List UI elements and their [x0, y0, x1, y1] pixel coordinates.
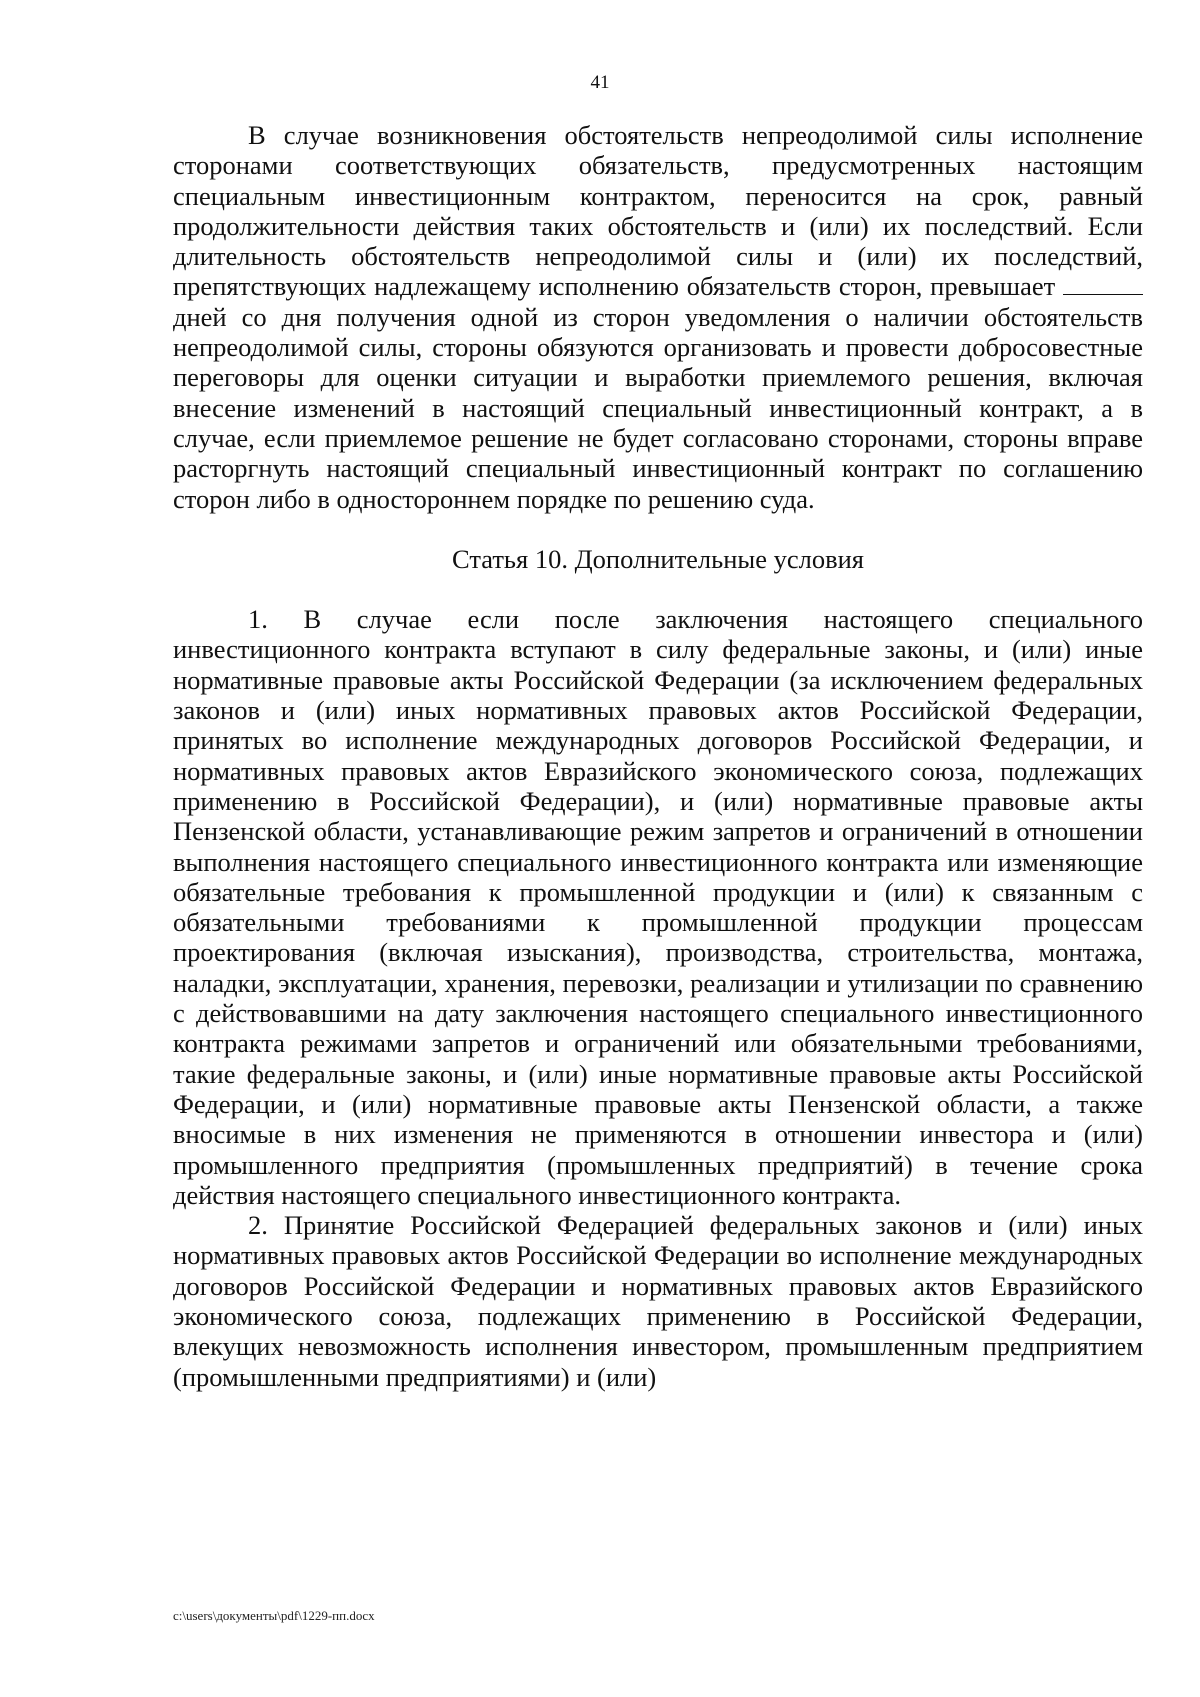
- footer-file-path: c:\users\документы\pdf\1229-пп.docx: [173, 1608, 375, 1623]
- force-majeure-text-part2: дней со дня получения одной из сторон уведомления о наличии обстоятельств непреодолимой силы, стороны обязуются организовать и провести добросовестные переговоры для оценки ситуации и выработки приемлемого решения, включая внесение изменений в настоящий специальный инвестиционный контракт, а в случае, если приемлемое решение не будет согласовано сторонами, стороны вправе расторгнуть настоящий специальный инвестиционный контракт по соглашению сторон либо в одностороннем порядке по решению суда.: [173, 301, 1143, 514]
- force-majeure-paragraph: [173, 120, 1143, 514]
- article-paragraph-2: 2. Принятие Российской Федерацией федеральных законов и (или) иных нормативных правовых актов Российской Федерации во исполнение международных договоров Российской Федерации и нормативных правовых актов Евразийского экономического союза, подлежащих применению в Российской Федерации, влекущих невозможность исполнения инвестором, промышленным предприятием (промышленными предприятиями) и (или): [173, 1210, 1143, 1392]
- article-paragraph-1: 1. В случае если после заключения настоящего специального инвестиционного контракта вступают в силу федеральные законы, и (или) иные нормативные правовые акты Российской Федерации (за исключением федеральных законов и (или) иных нормативных правовых актов Российской Федерации, принятых во исполнение международных договоров Российской Федерации, и нормативных правовых актов Евразийского экономического союза, подлежащих применению в Российской Федерации), и (или) нормативные правовые акты Пензенской области, устанавливающие режим запретов и ограничений в отношении выполнения настоящего специального инвестиционного контракта или изменяющие обязательные требования к промышленной продукции и (или) к связанным с обязательными требованиями к промышленной продукции процессам проектирования (включая изыскания), производства, строительства, монтажа, наладки, эксплуатации, хранения, перевозки, реализации и утилизации по сравнению с действовавшими на дату заключения настоящего специального инвестиционного контракта режимами запретов и ограничений или обязательными требованиями, такие федеральные законы, и (или) иные нормативные правовые акты Российской Федерации, и (или) нормативные правовые акты Пензенской области, а также вносимые в них изменения не применяются в отношении инвестора и (или) промышленного предприятия (промышленных предприятий) в течение срока действия настоящего специального инвестиционного контракта.: [173, 604, 1143, 1210]
- document-body: [173, 120, 1143, 1392]
- article-heading: Статья 10. Дополнительные условия: [452, 543, 864, 574]
- page-number: 41: [590, 72, 610, 93]
- force-majeure-text-part1: В случае возникновения обстоятельств непреодолимой силы исполнение сторонами соответствующих обязательств, предусмотренных настоящим специальным инвестиционным контрактом, переносится на срок, равный продолжительности действия таких обстоятельств и (или) их последствий. Если длительность обстоятельств непреодолимой силы и (или) их последствий, препятствующих надлежащему исполнению обязательств сторон, превышает: [173, 120, 1143, 302]
- days-blank-field: [1063, 274, 1143, 295]
